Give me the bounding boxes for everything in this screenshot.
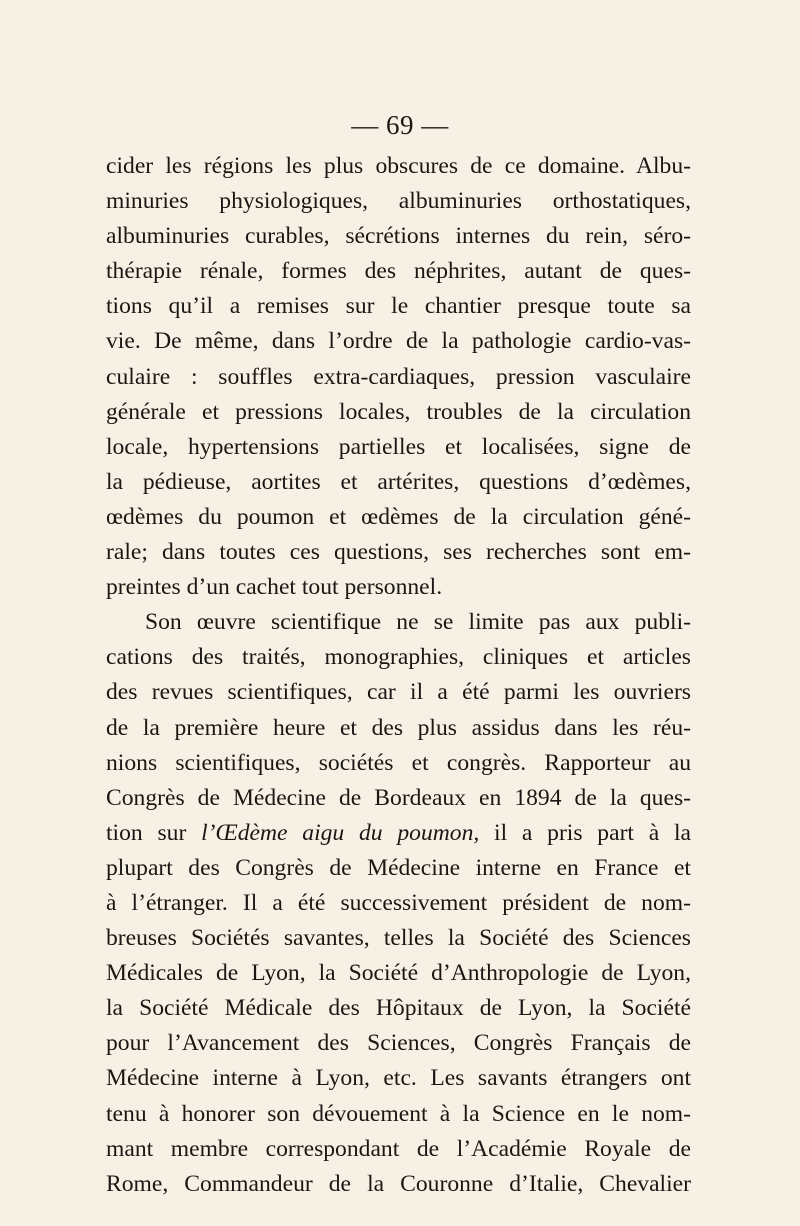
text-line: minuries physiologiques, albuminuries orthostatiques, — [106, 188, 691, 215]
text-line: locale, hypertensions partielles et localisées, signe de — [106, 433, 691, 460]
text-line: Rome, Commandeur de la Couronne d’Italie, Chevalier — [106, 1170, 691, 1197]
text-line: albuminuries curables, sécrétions internes du rein, séro- — [106, 223, 691, 250]
text-run: tion sur — [106, 819, 202, 846]
text-line: à l’étranger. Il a été successivement président de nom- — [106, 889, 691, 916]
text-line: cider les régions les plus obscures de ce domaine. Albu- — [106, 153, 691, 179]
text-line: mant membre correspondant de l’Académie Royale de — [106, 1135, 691, 1162]
text-line — [106, 816, 691, 851]
text-line: vie. De même, dans l’ordre de la pathologie cardio-vas- — [106, 328, 691, 355]
text-line: nions scientifiques, sociétés et congrès. Rapporteur au — [106, 749, 691, 776]
paragraph — [106, 605, 691, 1202]
text-line: Congrès de Médecine de Bordeaux en 1894 de la ques- — [106, 784, 691, 811]
text-line: des revues scientifiques, car il a été parmi les ouvriers — [106, 679, 691, 706]
text-line: Son œuvre scientifique ne se limite pas aux publi- — [145, 609, 691, 636]
text-line: preintes d’un cachet tout personnel. — [106, 574, 443, 601]
body-text — [106, 149, 691, 1202]
italic-title: l’Œdème aigu du poumon, — [201, 819, 480, 846]
text-line: Médicales de Lyon, la Société d’Anthropologie de Lyon, — [106, 960, 691, 987]
text-line: plupart des Congrès de Médecine interne en France et — [106, 854, 691, 881]
text-line: tenu à honorer son dévouement à la Science en le nom- — [106, 1100, 691, 1127]
text-line: culaire : souffles extra-cardiaques, pression vasculaire — [106, 363, 691, 390]
text-line: thérapie rénale, formes des néphrites, autant de ques- — [106, 258, 691, 285]
paragraph — [106, 149, 691, 605]
text-line: cations des traités, monographies, cliniques et articles — [106, 644, 691, 671]
text-line: Médecine interne à Lyon, etc. Les savants étrangers ont — [106, 1065, 691, 1092]
text-line: de la première heure et des plus assidus dans les réu- — [106, 714, 691, 741]
text-line: tions qu’il a remises sur le chantier presque toute sa — [106, 293, 691, 320]
text-line: rale; dans toutes ces questions, ses recherches sont em- — [106, 539, 691, 566]
text-line: générale et pressions locales, troubles de la circulation — [106, 398, 691, 425]
text-line: pour l’Avancement des Sciences, Congrès Français de — [106, 1030, 691, 1057]
text-line: la pédieuse, aortites et artérites, questions d’œdèmes, — [106, 468, 691, 495]
text-line: breuses Sociétés savantes, telles la Société des Sciences — [106, 925, 691, 952]
text-line: œdèmes du poumon et œdèmes de la circulation géné- — [106, 503, 691, 530]
text-run: il a pris part à la — [479, 819, 691, 846]
text-line: la Société Médicale des Hôpitaux de Lyon, la Société — [106, 995, 691, 1022]
page-number: — 69 — — [351, 110, 449, 140]
